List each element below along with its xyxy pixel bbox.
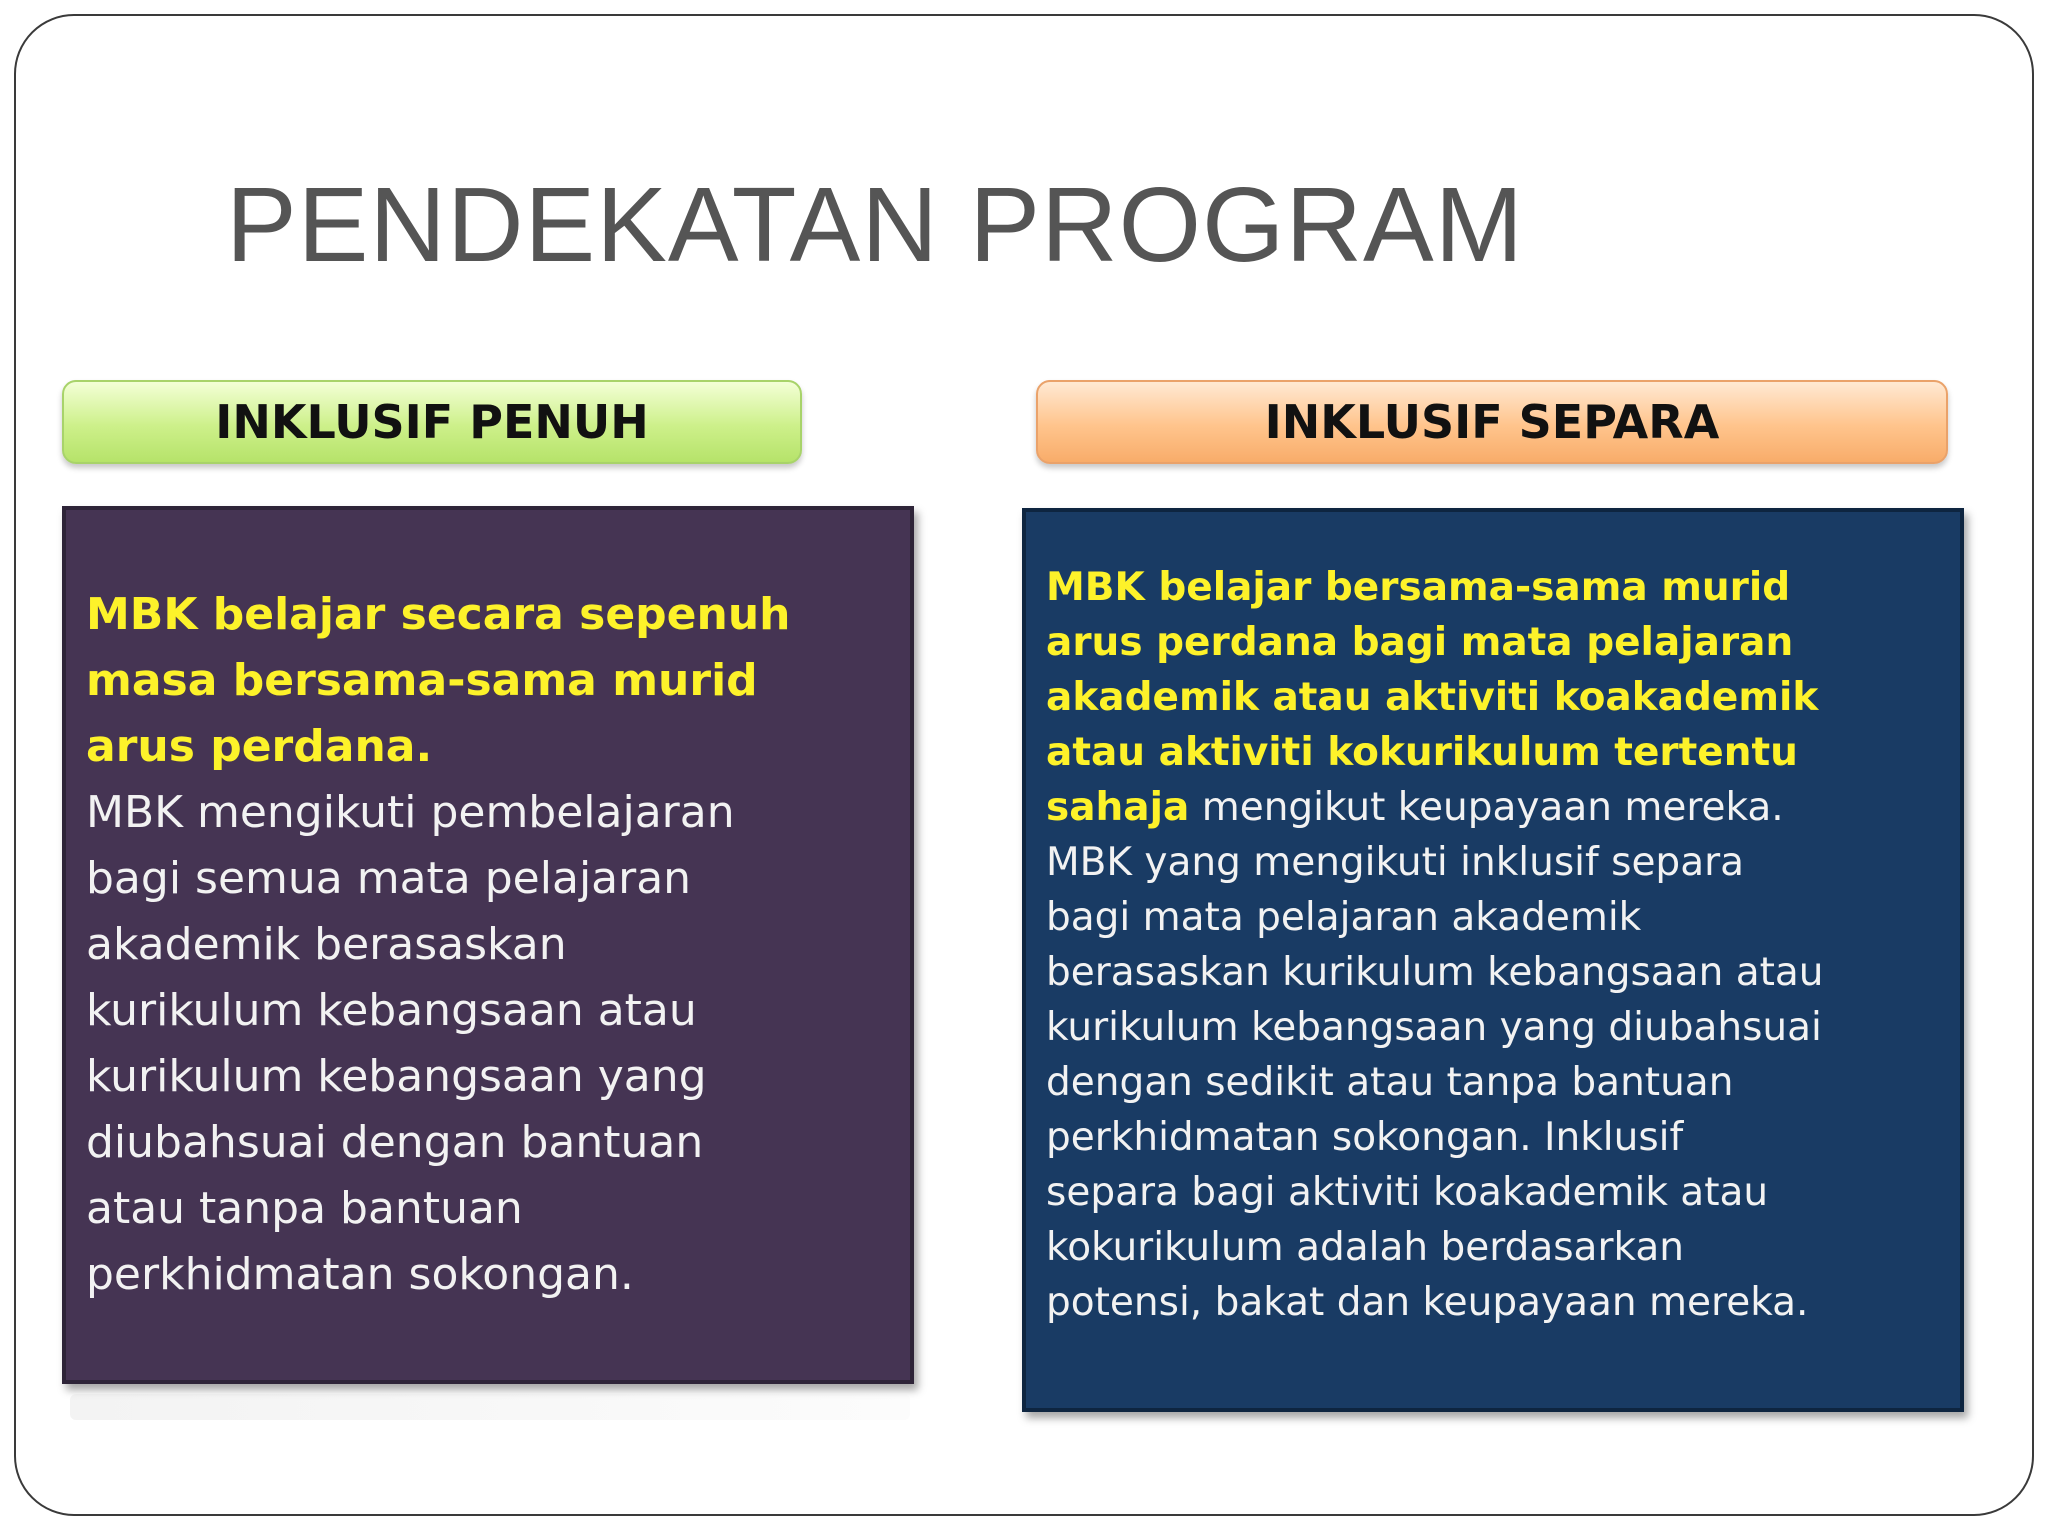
inklusif-separa-text bbox=[1046, 560, 1940, 1330]
blurred-footer-strip bbox=[70, 1394, 910, 1420]
inklusif-separa-heading-label: INKLUSIF SEPARA bbox=[1264, 395, 1720, 449]
mixed-line-rest: mengikut keupayaan mereka. bbox=[1189, 785, 1784, 830]
body-line: kurikulum kebangsaan yang diubahsuai bbox=[1046, 1005, 1822, 1050]
inklusif-separa-panel bbox=[1022, 508, 1964, 1412]
body-line: separa bagi aktiviti koakademik atau bbox=[1046, 1170, 1769, 1215]
body-line: MBK yang mengikuti inklusif separa bbox=[1046, 840, 1745, 885]
inklusif-separa-heading bbox=[1036, 380, 1948, 464]
body-line: perkhidmatan sokongan. Inklusif bbox=[1046, 1115, 1684, 1160]
body-line: akademik berasaskan bbox=[86, 919, 567, 970]
highlight-line: MBK belajar bersama-sama murid bbox=[1046, 565, 1791, 610]
highlight-line: arus perdana. bbox=[86, 721, 433, 772]
inklusif-penuh-panel bbox=[62, 506, 914, 1384]
mixed-line-highlight: sahaja bbox=[1046, 785, 1190, 830]
highlight-line: akademik atau aktiviti koakademik bbox=[1046, 675, 1819, 720]
body-line: diubahsuai dengan bantuan bbox=[86, 1117, 704, 1168]
body-line: bagi semua mata pelajaran bbox=[86, 853, 692, 904]
body-line: kokurikulum adalah berdasarkan bbox=[1046, 1225, 1684, 1270]
highlight-line: MBK belajar secara sepenuh bbox=[86, 589, 791, 640]
body-line: kurikulum kebangsaan atau bbox=[86, 985, 697, 1036]
highlight-line: arus perdana bagi mata pelajaran bbox=[1046, 620, 1794, 665]
mixed-line bbox=[1046, 780, 1940, 835]
slide-title: PENDEKATAN PROGRAM bbox=[226, 166, 1525, 284]
body-line: kurikulum kebangsaan yang bbox=[86, 1051, 707, 1102]
highlight-line: masa bersama-sama murid bbox=[86, 655, 758, 706]
highlight-line: atau aktiviti kokurikulum tertentu bbox=[1046, 730, 1798, 775]
body-line: bagi mata pelajaran akademik bbox=[1046, 895, 1642, 940]
inklusif-penuh-heading bbox=[62, 380, 802, 464]
inklusif-penuh-text bbox=[86, 582, 890, 1308]
body-line: MBK mengikuti pembelajaran bbox=[86, 787, 735, 838]
body-line: dengan sedikit atau tanpa bantuan bbox=[1046, 1060, 1734, 1105]
body-line: atau tanpa bantuan bbox=[86, 1183, 523, 1234]
inklusif-penuh-heading-label: INKLUSIF PENUH bbox=[215, 395, 649, 449]
body-line: potensi, bakat dan keupayaan mereka. bbox=[1046, 1280, 1809, 1325]
body-line: berasaskan kurikulum kebangsaan atau bbox=[1046, 950, 1824, 995]
body-line: perkhidmatan sokongan. bbox=[86, 1249, 634, 1300]
